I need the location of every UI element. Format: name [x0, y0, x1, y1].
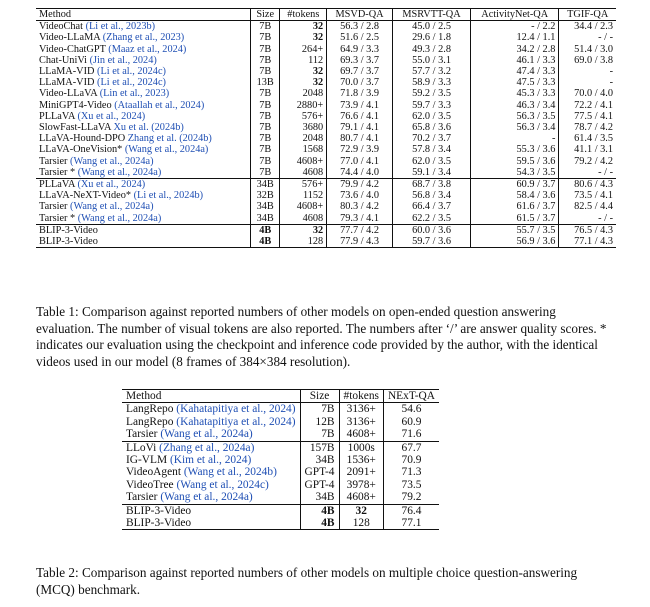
msvd-cell: 69.7 / 3.7 [327, 66, 393, 77]
msvd-cell: 73.6 / 4.0 [327, 190, 393, 201]
table-row [36, 224, 616, 236]
msrvtt-cell: 56.8 / 3.4 [392, 190, 470, 201]
size-cell: 7B [250, 32, 280, 43]
column-header: MSRVTT-QA [392, 9, 470, 21]
method-cell [36, 32, 250, 43]
size-cell: 7B [300, 403, 339, 416]
msrvtt-cell: 65.8 / 3.6 [392, 122, 470, 133]
size-cell: 7B [250, 44, 280, 55]
results-table-mcq [122, 389, 439, 530]
size-cell: 7B [250, 55, 280, 66]
method-name: Tarsier * [39, 166, 78, 178]
msvd-cell: 71.8 / 3.9 [327, 88, 393, 99]
tgif-cell: - [559, 66, 616, 77]
tgif-cell: - / - [559, 32, 616, 43]
method-name: LLaVA-NeXT-Video* [39, 190, 134, 202]
method-cell [36, 77, 250, 88]
activitynet-cell: 61.6 / 3.7 [471, 201, 559, 212]
method-name: VideoChat [39, 21, 86, 33]
size-cell: 34B [250, 213, 280, 225]
table-row [36, 88, 616, 99]
method-cell [122, 441, 300, 454]
column-header: ActivityNet-QA [471, 9, 559, 21]
tgif-cell: 69.0 / 3.8 [559, 55, 616, 66]
table-row [122, 441, 439, 454]
activitynet-cell: 55.3 / 3.6 [471, 144, 559, 155]
msrvtt-cell: 59.7 / 3.6 [392, 236, 470, 248]
table-row [36, 100, 616, 111]
size-cell: 34B [250, 179, 280, 191]
method-name: LLaVA-OneVision* [39, 144, 125, 156]
nextqa-cell: 76.4 [383, 504, 439, 517]
table1-caption: Table 1: Comparison against reported numbers of other models on open-ended question answering evaluation. The number of visual tokens are also reported. The numbers after ‘/’ are answer quality scores. * indicates our evaluation using the checkpoint and inference code provided by the author, with the identical videos used in our model (8 frames of 384×384 resolution). [36, 304, 607, 369]
table-row [36, 32, 616, 43]
method-cell [122, 479, 300, 491]
msvd-cell: 69.3 / 3.7 [327, 55, 393, 66]
msvd-cell: 72.9 / 3.9 [327, 144, 393, 155]
table-row [36, 190, 616, 201]
activitynet-cell: 61.5 / 3.7 [471, 213, 559, 225]
table-row [36, 21, 616, 33]
citation-link[interactable]: (Ataallah et al., 2024) [114, 99, 205, 111]
tokens-cell: 3136+ [339, 416, 383, 428]
table-row [122, 491, 439, 504]
method-cell [122, 504, 300, 517]
activitynet-cell: 55.7 / 3.5 [471, 224, 559, 236]
tgif-cell: 77.5 / 4.1 [559, 111, 616, 122]
msrvtt-cell: 57.7 / 3.2 [392, 66, 470, 77]
table2-caption: Table 2: Comparison against reported numbers of other models on multiple choice question-answering (MCQ) benchmark. [36, 565, 578, 597]
citation-link[interactable]: (Jin et al., 2024) [89, 54, 157, 66]
table2-group-a [122, 403, 439, 441]
column-header: MSVD-QA [327, 9, 393, 21]
citation-link[interactable]: (Wang et al., 2024a) [160, 491, 253, 504]
column-header: #tokens [280, 9, 327, 21]
method-cell [36, 224, 250, 236]
citation-link[interactable]: (Kahatapitiya et al., 2024) [176, 403, 296, 416]
tokens-cell: 32 [280, 66, 327, 77]
nextqa-cell: 73.5 [383, 479, 439, 491]
table1-group-small-models [36, 21, 616, 179]
table-row [122, 517, 439, 530]
column-header: Method [126, 390, 162, 402]
method-name: Chat-UniVi [39, 54, 90, 66]
method-name: Tarsier * [39, 212, 78, 224]
tokens-cell: 32 [280, 32, 327, 43]
tgif-cell: 51.4 / 3.0 [559, 44, 616, 55]
size-cell: 157B [300, 441, 339, 454]
method-cell [122, 491, 300, 504]
method-name: VideoAgent [126, 466, 184, 479]
tokens-cell: 576+ [280, 111, 327, 122]
tokens-cell: 3978+ [339, 479, 383, 491]
tokens-cell: 4608 [280, 213, 327, 225]
tokens-cell: 32 [339, 504, 383, 517]
method-cell [36, 88, 250, 99]
activitynet-cell: 47.5 / 3.3 [471, 77, 559, 88]
table2-group-b [122, 441, 439, 504]
size-cell: 4B [250, 224, 280, 236]
size-cell: 32B [250, 190, 280, 201]
activitynet-cell: 56.3 / 3.4 [471, 122, 559, 133]
table-row [122, 403, 439, 416]
method-name: LLaVA-Hound-DPO [39, 133, 128, 145]
column-header: NExT-QA [383, 390, 439, 403]
method-cell [36, 21, 250, 33]
method-name: BLIP-3-Video [126, 517, 192, 530]
tokens-cell: 32 [280, 224, 327, 236]
method-name: MiniGPT4-Video [39, 99, 115, 111]
msrvtt-cell: 55.0 / 3.1 [392, 55, 470, 66]
size-cell: 7B [250, 122, 280, 133]
tokens-cell: 2091+ [339, 466, 383, 478]
tokens-cell: 4608+ [280, 201, 327, 212]
table-row [122, 466, 439, 478]
method-cell [36, 122, 250, 133]
citation-link[interactable]: (Li et al., 2024c) [97, 77, 166, 89]
citation-link[interactable]: (Wang et al., 2024b) [183, 466, 277, 479]
tgif-cell: - / - [559, 213, 616, 225]
msrvtt-cell: 62.2 / 3.5 [392, 213, 470, 225]
msrvtt-cell: 45.0 / 2.5 [392, 21, 470, 33]
method-cell [36, 66, 250, 77]
msvd-cell: 77.0 / 4.1 [327, 156, 393, 167]
table-row [122, 504, 439, 517]
table-row [36, 167, 616, 179]
tokens-cell: 576+ [280, 179, 327, 191]
citation-link[interactable]: (Wang et al., 2024a) [70, 201, 154, 213]
tokens-cell: 4608+ [280, 156, 327, 167]
tokens-cell: 1000s [339, 441, 383, 454]
method-name: BLIP-3-Video [126, 504, 192, 517]
method-name: PLLaVA [39, 110, 78, 122]
size-cell: 7B [250, 167, 280, 179]
size-cell: GPT-4 [300, 466, 339, 478]
size-cell: 4B [300, 517, 339, 530]
column-header: Size [300, 390, 339, 403]
activitynet-cell: 47.4 / 3.3 [471, 66, 559, 77]
table-row [36, 66, 616, 77]
method-cell [36, 156, 250, 167]
citation-link[interactable]: (Zhang et al., 2024a) [159, 441, 255, 454]
activitynet-cell: 56.3 / 3.5 [471, 111, 559, 122]
activitynet-cell: 12.4 / 1.1 [471, 32, 559, 43]
citation-link[interactable]: (Wang et al., 2024a) [77, 166, 162, 178]
msrvtt-cell: 62.0 / 3.5 [392, 156, 470, 167]
tokens-cell: 32 [280, 21, 327, 33]
msvd-cell: 79.9 / 4.2 [327, 179, 393, 191]
activitynet-cell: - [471, 133, 559, 144]
tgif-cell: 76.5 / 4.3 [559, 224, 616, 236]
citation-link[interactable]: (Wang et al., 2024a) [160, 428, 253, 441]
msvd-cell: 76.6 / 4.1 [327, 111, 393, 122]
column-header: #tokens [339, 390, 383, 403]
column-header: Method [39, 9, 72, 20]
msrvtt-cell: 29.6 / 1.8 [392, 32, 470, 43]
method-cell [36, 100, 250, 111]
tokens-cell: 1152 [280, 190, 327, 201]
method-name: Video-ChatGPT [39, 43, 109, 55]
msvd-cell: 73.9 / 4.1 [327, 100, 393, 111]
size-cell: 34B [300, 454, 339, 466]
table-row [122, 428, 439, 441]
tokens-cell: 264+ [280, 44, 327, 55]
size-cell: 7B [250, 156, 280, 167]
msrvtt-cell: 68.7 / 3.8 [392, 179, 470, 191]
activitynet-cell: 46.3 / 3.4 [471, 100, 559, 111]
msvd-cell: 80.7 / 4.1 [327, 133, 393, 144]
msvd-cell: 77.9 / 4.3 [327, 236, 393, 248]
activitynet-cell: 58.4 / 3.6 [471, 190, 559, 201]
citation-link[interactable]: (Kahatapitiya et al., 2024) [176, 415, 296, 428]
size-cell: 7B [250, 144, 280, 155]
method-cell [122, 454, 300, 466]
size-cell: 7B [250, 21, 280, 33]
citation-link[interactable]: (Li et al., 2024c) [97, 66, 166, 78]
tokens-cell: 2048 [280, 133, 327, 144]
tgif-cell: - / - [559, 167, 616, 179]
activitynet-cell: 56.9 / 3.6 [471, 236, 559, 248]
nextqa-cell: 71.3 [383, 466, 439, 478]
tokens-cell: 32 [280, 77, 327, 88]
msrvtt-cell: 60.0 / 3.6 [392, 224, 470, 236]
table-row [36, 44, 616, 55]
method-name: BLIP-3-Video [39, 224, 98, 236]
msvd-cell: 80.3 / 4.2 [327, 201, 393, 212]
table2-group-ours [122, 504, 439, 530]
size-cell: 7B [250, 133, 280, 144]
tokens-cell: 128 [339, 517, 383, 530]
nextqa-cell: 77.1 [383, 517, 439, 530]
table-header-row [36, 9, 616, 21]
msrvtt-cell: 49.3 / 2.8 [392, 44, 470, 55]
table-row [36, 111, 616, 122]
method-cell [36, 55, 250, 66]
method-cell [36, 144, 250, 155]
method-cell [36, 111, 250, 122]
tgif-cell: 72.2 / 4.1 [559, 100, 616, 111]
table-row [36, 179, 616, 191]
msrvtt-cell: 59.7 / 3.3 [392, 100, 470, 111]
size-cell: 34B [300, 491, 339, 504]
tgif-cell: 80.6 / 4.3 [559, 179, 616, 191]
method-cell [122, 416, 300, 428]
method-cell [36, 179, 250, 191]
tokens-cell: 1568 [280, 144, 327, 155]
tgif-cell: 78.7 / 4.2 [559, 122, 616, 133]
size-cell: 7B [250, 100, 280, 111]
results-table-open-ended [36, 8, 616, 248]
citation-link[interactable]: (Xu et al., 2024) [77, 179, 146, 191]
size-cell: 4B [300, 504, 339, 517]
size-cell: 34B [250, 201, 280, 212]
nextqa-cell: 67.7 [383, 441, 439, 454]
msrvtt-cell: 70.2 / 3.7 [392, 133, 470, 144]
method-name: LLaMA-VID [39, 77, 98, 89]
tgif-cell: 34.4 / 2.3 [559, 21, 616, 33]
table-row [36, 77, 616, 88]
tgif-cell: 79.2 / 4.2 [559, 156, 616, 167]
tgif-cell: 82.5 / 4.4 [559, 201, 616, 212]
method-name: Tarsier [39, 155, 71, 167]
method-name: LangRepo [126, 403, 177, 416]
method-cell [122, 403, 300, 416]
method-name: LLaMA-VID [39, 66, 98, 78]
table-row [36, 55, 616, 66]
msvd-cell: 70.0 / 3.7 [327, 77, 393, 88]
method-name: Video-LLaMA [39, 32, 103, 44]
table-row [122, 454, 439, 466]
method-cell [36, 213, 250, 225]
msrvtt-cell: 57.8 / 3.4 [392, 144, 470, 155]
size-cell: 12B [300, 416, 339, 428]
method-cell [122, 466, 300, 478]
msvd-cell: 79.1 / 4.1 [327, 122, 393, 133]
method-name: SlowFast-LLaVA [39, 122, 114, 134]
method-cell [122, 428, 300, 441]
citation-link[interactable]: (Kim et al., 2024) [169, 454, 252, 467]
citation-link[interactable]: (Wang et al., 2024a) [77, 212, 162, 224]
tgif-cell: - [559, 77, 616, 88]
size-cell: 7B [250, 88, 280, 99]
method-cell [122, 517, 300, 530]
tokens-cell: 4608 [280, 167, 327, 179]
citation-link[interactable]: (Li et al., 2023b) [85, 21, 156, 33]
msvd-cell: 79.3 / 4.1 [327, 213, 393, 225]
column-header: TGIF-QA [559, 9, 616, 21]
citation-link[interactable]: (Wang et al., 2024c) [176, 478, 269, 491]
nextqa-cell: 71.6 [383, 428, 439, 441]
tokens-cell: 4608+ [339, 428, 383, 441]
method-name: IG-VLM [126, 454, 170, 467]
column-header: Size [250, 9, 280, 21]
tokens-cell: 2048 [280, 88, 327, 99]
method-name: Tarsier [39, 201, 71, 213]
table1-group-large-models [36, 179, 616, 225]
msvd-cell: 51.6 / 2.5 [327, 32, 393, 43]
method-name: LangRepo [126, 415, 177, 428]
method-cell [36, 236, 250, 248]
size-cell: 7B [300, 428, 339, 441]
method-name: Tarsier [126, 428, 161, 441]
activitynet-cell: 60.9 / 3.7 [471, 179, 559, 191]
method-name: LLoVi [126, 441, 160, 454]
table-row [36, 144, 616, 155]
msvd-cell: 74.4 / 4.0 [327, 167, 393, 179]
tokens-cell: 128 [280, 236, 327, 248]
tgif-cell: 77.1 / 4.3 [559, 236, 616, 248]
citation-link[interactable]: (Zhang et al., 2023) [102, 32, 185, 44]
msrvtt-cell: 58.9 / 3.3 [392, 77, 470, 88]
msvd-cell: 56.3 / 2.8 [327, 21, 393, 33]
table-row [122, 479, 439, 491]
table-row [36, 122, 616, 133]
table-header-row [122, 390, 439, 403]
msrvtt-cell: 62.0 / 3.5 [392, 111, 470, 122]
msvd-cell: 77.7 / 4.2 [327, 224, 393, 236]
citation-link[interactable]: (Li et al., 2024b) [133, 190, 204, 202]
method-cell [36, 201, 250, 212]
table-row [36, 156, 616, 167]
method-name: VideoTree [126, 478, 177, 491]
table-row [36, 213, 616, 225]
activitynet-cell: 45.3 / 3.3 [471, 88, 559, 99]
citation-link[interactable]: (Wang et al., 2024a) [70, 155, 154, 167]
method-name: Tarsier [126, 491, 161, 504]
citation-link[interactable]: (Xu et al., 2024) [77, 110, 146, 122]
msrvtt-cell: 66.4 / 3.7 [392, 201, 470, 212]
citation-link[interactable]: (Wang et al., 2024a) [124, 144, 209, 156]
tokens-cell: 4608+ [339, 491, 383, 504]
tokens-cell: 2880+ [280, 100, 327, 111]
size-cell: 4B [250, 236, 280, 248]
method-cell [36, 190, 250, 201]
table-row [36, 236, 616, 248]
citation-link[interactable]: Zhang et al. (2024b) [127, 133, 212, 145]
table1-group-ours [36, 224, 616, 247]
tokens-cell: 3680 [280, 122, 327, 133]
size-cell: 13B [250, 77, 280, 88]
method-name: BLIP-3-Video [39, 236, 98, 248]
nextqa-cell: 70.9 [383, 454, 439, 466]
tgif-cell: 41.1 / 3.1 [559, 144, 616, 155]
size-cell: 7B [250, 66, 280, 77]
size-cell: 7B [250, 111, 280, 122]
table-row [122, 416, 439, 428]
method-cell [36, 133, 250, 144]
method-name: PLLaVA [39, 179, 78, 191]
msrvtt-cell: 59.1 / 3.4 [392, 167, 470, 179]
tokens-cell: 3136+ [339, 403, 383, 416]
nextqa-cell: 60.9 [383, 416, 439, 428]
activitynet-cell: 59.5 / 3.6 [471, 156, 559, 167]
activitynet-cell: - / 2.2 [471, 21, 559, 33]
activitynet-cell: 54.3 / 3.5 [471, 167, 559, 179]
table-row [36, 133, 616, 144]
tokens-cell: 1536+ [339, 454, 383, 466]
citation-link[interactable]: (Maaz et al., 2024) [108, 43, 187, 55]
method-cell [36, 167, 250, 179]
citation-link[interactable]: Xu et al. (2024b) [113, 122, 184, 134]
citation-link[interactable]: (Lin et al., 2023) [99, 88, 170, 100]
nextqa-cell: 54.6 [383, 403, 439, 416]
tgif-cell: 70.0 / 4.0 [559, 88, 616, 99]
activitynet-cell: 34.2 / 2.8 [471, 44, 559, 55]
size-cell: GPT-4 [300, 479, 339, 491]
activitynet-cell: 46.1 / 3.3 [471, 55, 559, 66]
table-row [36, 201, 616, 212]
tgif-cell: 61.4 / 3.5 [559, 133, 616, 144]
method-name: Video-LLaVA [39, 88, 100, 100]
tgif-cell: 73.5 / 4.1 [559, 190, 616, 201]
method-cell [36, 44, 250, 55]
msrvtt-cell: 59.2 / 3.5 [392, 88, 470, 99]
msvd-cell: 64.9 / 3.3 [327, 44, 393, 55]
nextqa-cell: 79.2 [383, 491, 439, 504]
tokens-cell: 112 [280, 55, 327, 66]
